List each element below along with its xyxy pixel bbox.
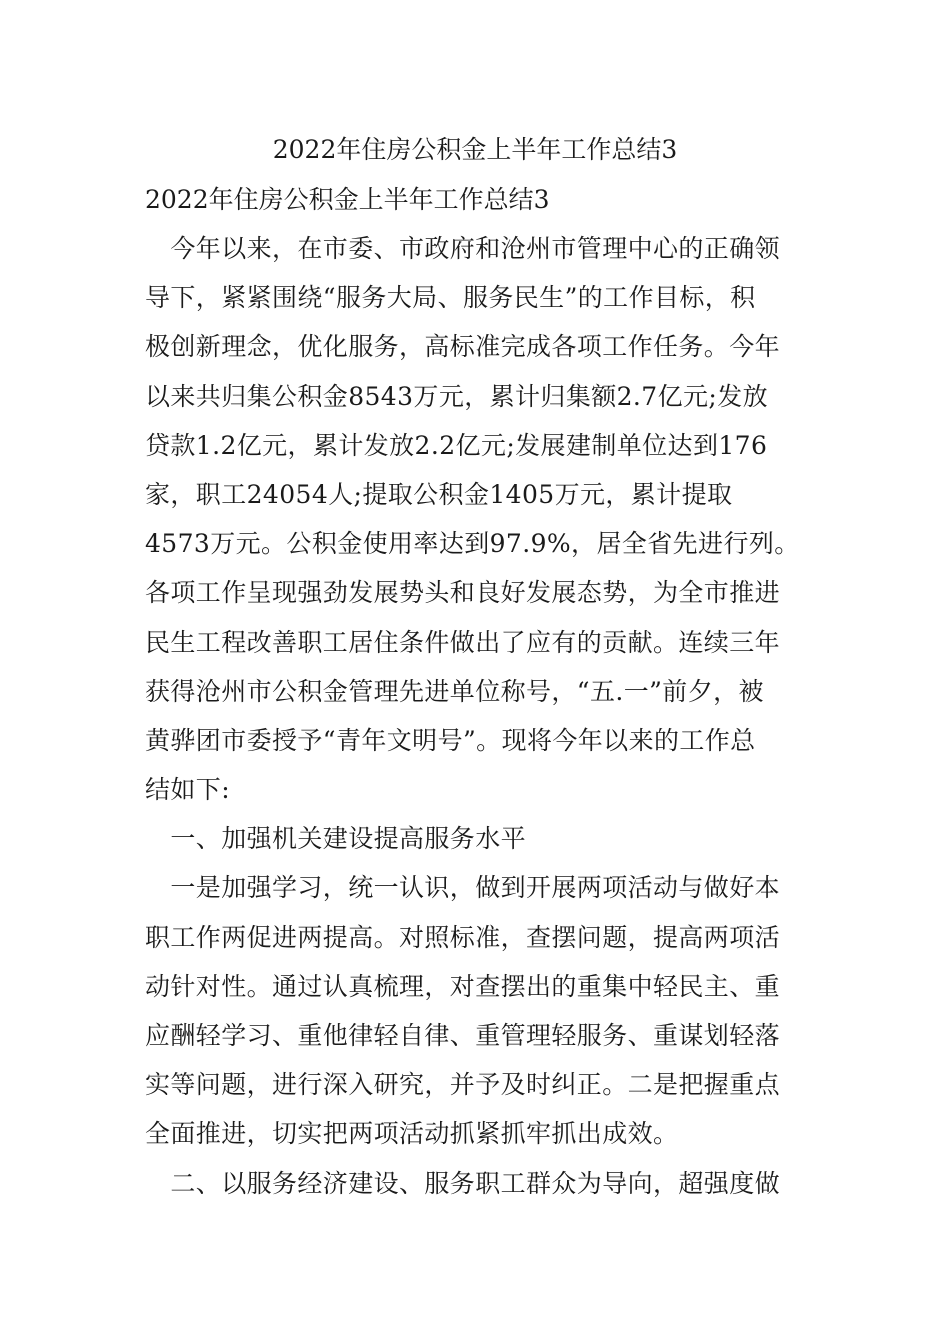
body-line: 结如下: — [145, 775, 231, 805]
body-line: 动针对性。通过认真梳理，对查摆出的重集中轻民主、重 — [145, 971, 781, 1001]
section-heading: 二、以服务经济建设、服务职工群众为导向，超强度做 — [145, 1168, 781, 1198]
body-line: 全面推进，切实把两项活动抓紧抓牢抓出成效。 — [145, 1119, 679, 1149]
body-line: 导下，紧紧围绕“服务大局、服务民生”的工作目标，积 — [145, 283, 756, 313]
body-line: 贷款1.2亿元，累计发放2.2亿元;发展建制单位达到176 — [145, 430, 768, 460]
document-title: 2022年住房公积金上半年工作总结3 — [272, 135, 678, 164]
body-line: 以来共归集公积金8543万元，累计归集额2.7亿元;发放 — [145, 381, 769, 411]
body-line: 家，职工24054人;提取公积金1405万元，累计提取 — [145, 479, 733, 509]
body-line: 今年以来，在市委、市政府和沧州市管理中心的正确领 — [145, 234, 781, 263]
document-body — [145, 224, 835, 1208]
body-line: 各项工作呈现强劲发展势头和良好发展态势，为全市推进 — [145, 578, 781, 608]
body-line: 获得沧州市公积金管理先进单位称号，“五.一”前夕，被 — [145, 676, 764, 706]
body-line: 职工作两促进两提高。对照标准，查摆问题，提高两项活 — [145, 922, 781, 952]
body-line: 一是加强学习，统一认识，做到开展两项活动与做好本 — [145, 873, 781, 903]
body-line: 4573万元。公积金使用率达到97.9%，居全省先进行列。 — [145, 529, 800, 559]
body-line: 应酬轻学习、重他律轻自律、重管理轻服务、重谋划轻落 — [145, 1021, 781, 1050]
document-subtitle: 2022年住房公积金上半年工作总结3 — [145, 185, 550, 214]
body-line: 极创新理念，优化服务，高标准完成各项工作任务。今年 — [145, 332, 781, 362]
body-line: 黄骅团市委授予“青年文明号”。现将今年以来的工作总 — [145, 725, 756, 755]
body-line: 民生工程改善职工居住条件做出了应有的贡献。连续三年 — [145, 627, 781, 657]
body-line: 实等问题，进行深入研究，并予及时纠正。二是把握重点 — [145, 1070, 781, 1100]
section-heading: 一、加强机关建设提高服务水平 — [145, 824, 527, 854]
